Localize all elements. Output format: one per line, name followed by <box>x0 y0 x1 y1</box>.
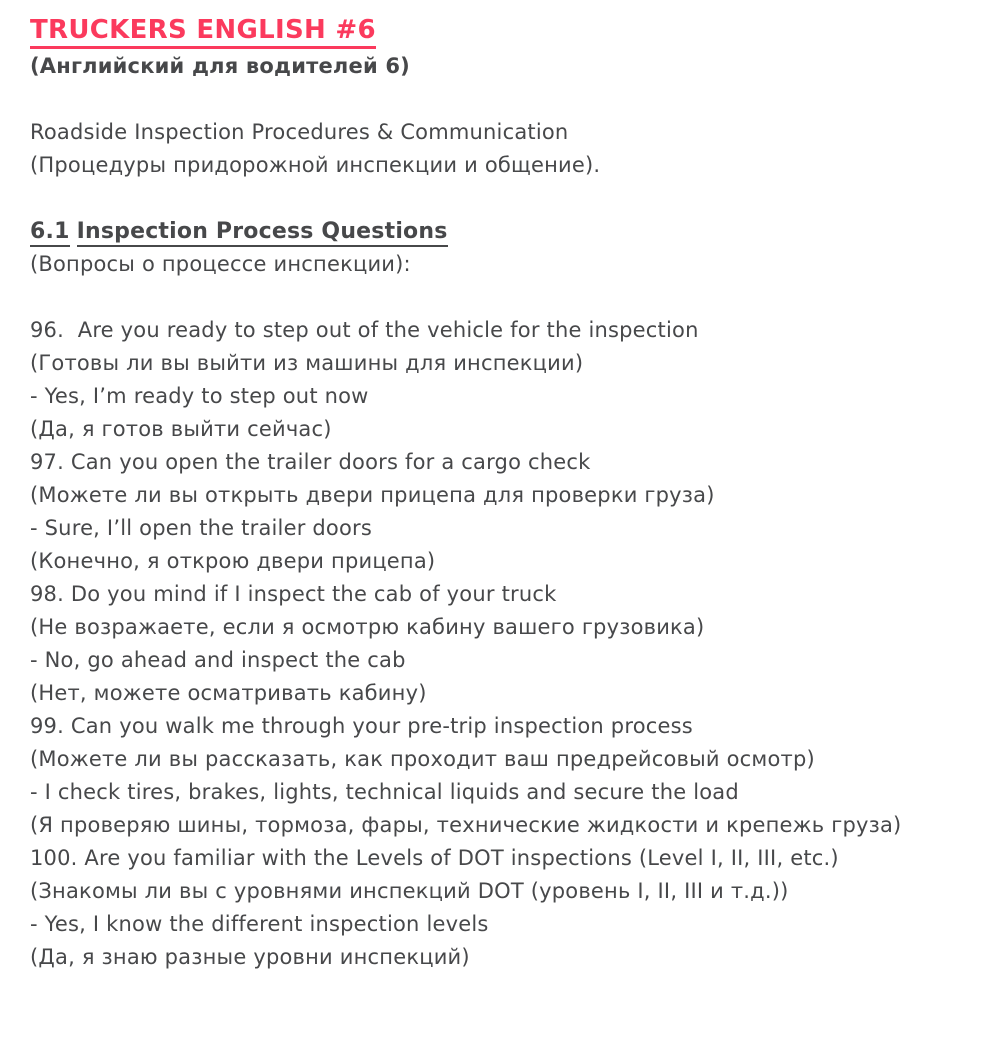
page-subtitle: (Английский для водителей 6) <box>30 54 410 78</box>
section-number: 6.1 <box>30 219 70 247</box>
qa-line: 97. Can you open the trailer doors for a cargo check <box>30 450 591 474</box>
page-title <box>30 10 975 50</box>
qa-line: (Да, я знаю разные уровни инспекций) <box>30 945 470 969</box>
topic-line-ru: (Процедуры придорожной инспекции и общение). <box>30 153 601 177</box>
section-heading <box>30 215 975 248</box>
section-subheading: (Вопросы о процессе инспекции): <box>30 252 411 276</box>
qa-line: (Я проверяю шины, тормоза, фары, технические жидкости и крепежь груза) <box>30 813 902 837</box>
qa-line: 100. Are you familiar with the Levels of DOT inspections (Level I, II, III, etc.) <box>30 846 839 870</box>
qa-line: (Готовы ли вы выйти из машины для инспекции) <box>30 351 584 375</box>
qa-line: - I check tires, brakes, lights, technical liquids and secure the load <box>30 780 739 804</box>
qa-line: (Можете ли вы рассказать, как проходит ваш предрейсовый осмотр) <box>30 747 815 771</box>
qa-line: (Конечно, я открою двери прицепа) <box>30 549 436 573</box>
qa-line: (Да, я готов выйти сейчас) <box>30 417 332 441</box>
blank-line <box>30 182 975 215</box>
qa-line: 98. Do you mind if I inspect the cab of your truck <box>30 582 557 606</box>
qa-line: - Sure, I’ll open the trailer doors <box>30 516 373 540</box>
blank-line <box>30 83 975 116</box>
topic-line-en: Roadside Inspection Procedures & Communication <box>30 120 569 144</box>
blank-line <box>30 281 975 314</box>
qa-line: - Yes, I know the different inspection levels <box>30 912 489 936</box>
qa-line: 96. Are you ready to step out of the vehicle for the inspection <box>30 318 699 342</box>
qa-line: (Можете ли вы открыть двери прицепа для проверки груза) <box>30 483 715 507</box>
qa-line: - Yes, I’m ready to step out now <box>30 384 369 408</box>
qa-line: (Не возражаете, если я осмотрю кабину вашего грузовика) <box>30 615 705 639</box>
qa-line: (Нет, можете осматривать кабину) <box>30 681 427 705</box>
qa-list <box>30 314 975 974</box>
qa-line: 99. Can you walk me through your pre-trip inspection process <box>30 714 693 738</box>
qa-line: (Знакомы ли вы с уровнями инспекций DOT (уровень I, II, III и т.д.)) <box>30 879 789 903</box>
page-title-text: TRUCKERS ENGLISH #6 <box>30 15 376 49</box>
qa-line: - No, go ahead and inspect the cab <box>30 648 406 672</box>
section-heading-text: Inspection Process Questions <box>77 219 448 247</box>
